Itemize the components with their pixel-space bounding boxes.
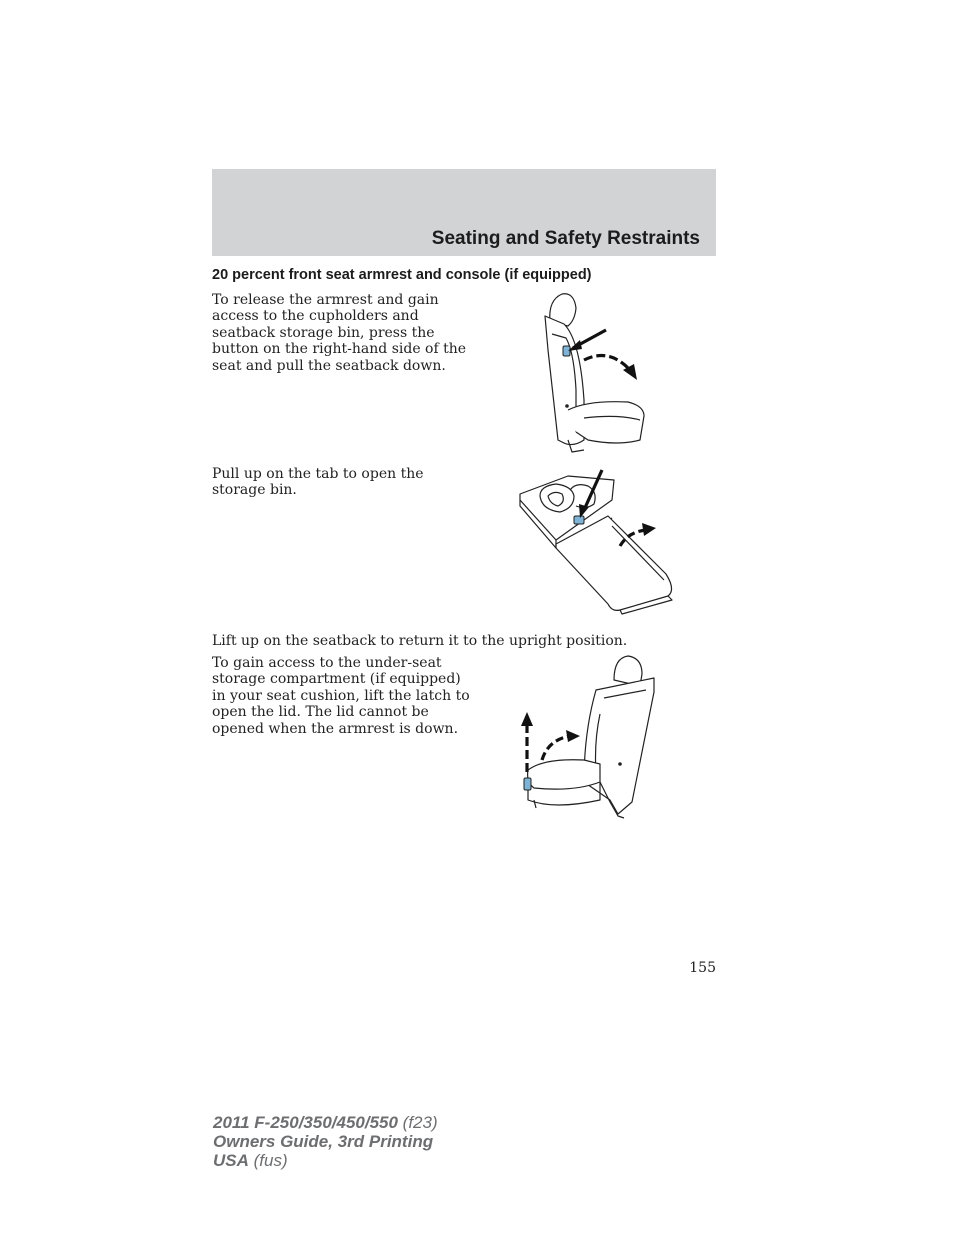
subsection-heading: 20 percent front seat armrest and console (if equipped): [212, 267, 592, 283]
paragraph-return-seatback: Lift up on the seatback to return it to the upright position.: [212, 633, 628, 649]
section-header-band: [212, 169, 716, 256]
seatback-release-illustration: [528, 290, 646, 455]
footer-line-2: Owners Guide, 3rd Printing: [213, 1132, 434, 1151]
footer-line-1: [213, 1113, 438, 1132]
footer-market-code: (fus): [248, 1151, 288, 1170]
under-seat-storage-illustration: [514, 652, 660, 824]
footer-market: USA: [213, 1151, 249, 1170]
footer-model-code: (f23): [397, 1113, 438, 1132]
footer-line-3: [213, 1151, 438, 1170]
section-title: Seating and Safety Restraints: [431, 228, 700, 249]
document-footer: [213, 1113, 438, 1170]
paragraph-under-seat-storage: To gain access to the under-seat storage compartment (if equipped) in your seat cushion, lift the latch to open the lid. The lid cannot be opened when the armrest is down.: [212, 655, 470, 737]
paragraph-open-storage-bin: Pull up on the tab to open the storage bin.: [212, 466, 424, 499]
footer-model: 2011 F-250/350/450/550: [213, 1113, 398, 1132]
paragraph-release-armrest: To release the armrest and gain access to the cupholders and seatback storage bin, press the button on the right-hand side of the seat and pull the seatback down.: [212, 292, 467, 374]
storage-bin-illustration: [516, 466, 682, 616]
page-number: 155: [689, 960, 716, 976]
